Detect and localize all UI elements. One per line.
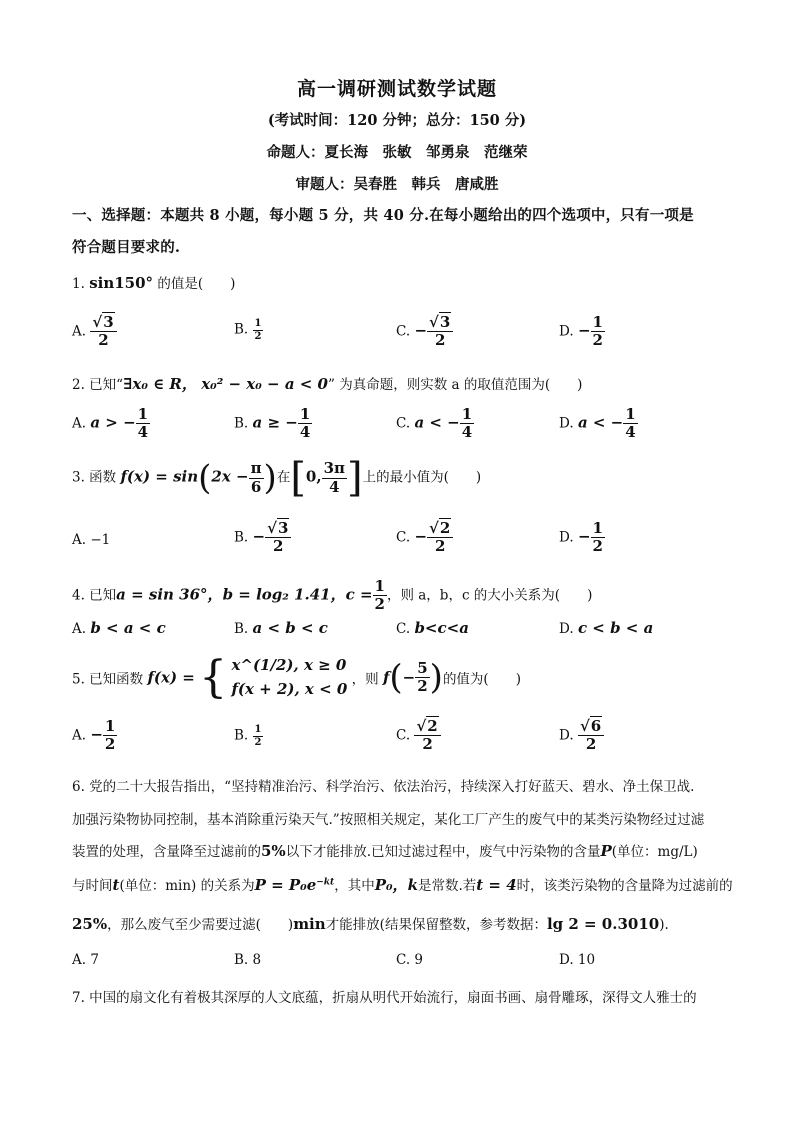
q5-func: f(x) = — [147, 668, 195, 687]
q4-number: 4. 已知 — [72, 587, 117, 604]
q6-line-4 — [72, 874, 733, 895]
page-title: 高一调研测试数学试题 — [296, 78, 497, 100]
minus-sign: − — [577, 527, 591, 546]
option-label: B. — [234, 415, 249, 432]
radicand: 2 — [439, 519, 451, 537]
reviewers-line: 审题人：吴春胜 韩兵 唐咸胜 — [295, 176, 499, 193]
q4-text: ，则 a，b，c 的大小关系为( ) — [386, 587, 593, 604]
paren-open: ( — [198, 458, 212, 498]
minus-sign: − — [414, 527, 428, 546]
sqrt-sign: √ — [267, 519, 277, 537]
q2-inequality: x₀² − x₀ − a < 0 — [201, 375, 328, 393]
q2-condition: ∃x₀ ∈ R， — [123, 375, 197, 393]
option-expr: b<c<a — [414, 619, 469, 637]
q6-var: P — [600, 842, 612, 860]
paren-open: ( — [389, 657, 403, 698]
question-1 — [72, 272, 235, 292]
q3-number: 3. 函数 — [72, 469, 117, 486]
q3-option-c — [396, 520, 453, 556]
option-label: C. — [396, 415, 411, 432]
numerator: 1 — [592, 313, 603, 331]
denominator: 2 — [374, 595, 385, 614]
q2-option-c — [396, 406, 474, 442]
option-expr: a ≥ − — [252, 413, 298, 432]
section-heading-cont: 符合题目要求的. — [72, 239, 181, 256]
q6-var: P₀， — [374, 876, 408, 894]
q4-option-c — [396, 619, 469, 637]
fraction — [591, 314, 605, 350]
bracket-close: ] — [347, 455, 363, 501]
piecewise-cases — [231, 654, 347, 701]
exam-time-info: (考试时间：120 分钟；总分：150 分) — [267, 112, 527, 129]
numerator: 1 — [299, 405, 311, 423]
radicand: 3 — [439, 313, 451, 331]
numerator: 1 — [374, 577, 385, 595]
denominator: 4 — [625, 423, 636, 442]
q6-line-5 — [72, 913, 669, 933]
q6-text: ). — [659, 917, 669, 933]
question-5 — [72, 652, 521, 703]
numerator: 1 — [137, 405, 149, 423]
denominator: 2 — [98, 331, 109, 350]
option-label: C. — [396, 323, 411, 340]
question-4 — [72, 578, 592, 614]
q6-text: 以下才能排放.已知过滤过程中，废气中污染物的含量 — [285, 844, 601, 860]
q4-option-d — [559, 619, 653, 637]
denominator: 2 — [254, 736, 262, 748]
q3-tail: 上的最小值为( ) — [362, 469, 482, 486]
q4-option-a — [72, 619, 166, 637]
paren-close: ) — [429, 657, 443, 698]
q6-text: 是常数.若 — [417, 878, 477, 894]
fraction — [623, 406, 637, 442]
fraction — [136, 406, 150, 442]
fraction — [427, 520, 453, 556]
q5-option-a — [72, 718, 117, 754]
q6-option-c: C. 9 — [396, 952, 424, 968]
denominator: 2 — [592, 331, 603, 350]
fraction — [373, 578, 387, 614]
q6-exponent: −kt — [316, 877, 335, 888]
radicand: 3 — [103, 313, 114, 331]
sqrt-sign: √ — [429, 519, 439, 537]
numerator: 1 — [104, 717, 116, 735]
option-expr: a < − — [414, 413, 460, 432]
q6-text: (单位：mg/L) — [611, 844, 698, 860]
minus-sign: − — [414, 321, 428, 340]
q4-option-b — [234, 619, 328, 637]
denominator: 2 — [104, 735, 116, 754]
case-2: f(x + 2), x < 0 — [231, 679, 348, 698]
q1-option-c — [396, 314, 453, 350]
fraction — [298, 406, 312, 442]
q6-option-a: A. 7 — [72, 952, 99, 968]
denominator: 4 — [299, 423, 311, 442]
case-1: x^(1/2), x ≥ 0 — [231, 656, 347, 675]
q6-line-3 — [72, 840, 698, 860]
q5-option-c — [396, 718, 441, 754]
minus-sign: − — [90, 725, 103, 744]
q7-line-1: 7. 中国的扇文化有着极其深厚的人文底蕴，折扇从明代开始流行，扇面书画、扇骨雕琢，深得文人雅士的 — [72, 990, 697, 1006]
q2-number: 2. 已知“ — [72, 377, 124, 393]
q3-mid: 在 — [276, 469, 291, 486]
minus-sign: − — [252, 527, 266, 546]
option-label: A. — [72, 727, 87, 744]
radicand: 2 — [427, 717, 438, 735]
q2-text: ” 为真命题，则实数 a 的取值范围为( ) — [328, 377, 583, 393]
question-2 — [72, 373, 582, 394]
interval-start: 0, — [305, 467, 322, 486]
denominator: 6 — [250, 477, 262, 496]
option-label: A. — [72, 415, 87, 432]
numerator: 1 — [254, 724, 262, 735]
fraction — [460, 406, 474, 442]
denominator: 2 — [585, 735, 597, 754]
sqrt-sign: √ — [416, 717, 427, 735]
denominator: 4 — [137, 423, 149, 442]
q6-text: 时，该类污染物的含量降为过滤前的 — [516, 878, 733, 894]
option-label: A. — [72, 621, 87, 637]
numerator: π — [250, 459, 262, 478]
denominator: 2 — [434, 537, 446, 556]
question-3 — [72, 455, 481, 501]
option-label: D. — [559, 727, 574, 744]
q6-text: ，其中 — [334, 878, 375, 894]
denominator: 2 — [592, 537, 603, 556]
option-label: D. — [559, 621, 574, 637]
denominator: 2 — [422, 735, 433, 754]
option-label: B. — [234, 321, 249, 338]
option-expr: a < b < c — [252, 619, 328, 637]
numerator: 1 — [592, 519, 603, 537]
q5-f-label: f — [382, 668, 390, 687]
option-expr: b < a < c — [90, 619, 166, 637]
q2-option-b — [234, 406, 312, 442]
denominator: 2 — [434, 331, 446, 350]
fraction — [427, 314, 453, 350]
q3-function: f(x) = sin — [120, 467, 199, 486]
option-label: C. — [396, 727, 411, 744]
q4-b: b = log₂ 1.41， — [222, 585, 346, 604]
sqrt-sign: √ — [92, 313, 103, 331]
option-label: D. — [559, 323, 574, 340]
q6-ref: lg 2 = 0.3010 — [546, 915, 660, 933]
option-expr: a > − — [90, 413, 136, 432]
q5-text1: ，则 — [351, 671, 379, 688]
q5-option-b — [234, 724, 263, 748]
q6-line-1: 6. 党的二十大报告指出，“坚持精准治污、科学治污、依法治污，持续深入打好蓝天、碧水、净土保卫战. — [72, 779, 695, 795]
numerator: 1 — [254, 318, 262, 329]
q6-unit: min — [293, 915, 326, 933]
denominator: 2 — [417, 677, 428, 695]
q1-option-b — [234, 318, 263, 342]
q2-option-a — [72, 406, 150, 442]
fraction — [103, 718, 117, 754]
fraction — [265, 520, 291, 556]
q6-text: (单位：min) 的关系为 — [119, 878, 255, 894]
q6-var: k — [407, 876, 418, 894]
fraction — [253, 724, 264, 748]
q5-number: 5. 已知函数 — [72, 671, 144, 688]
q1-option-d — [559, 314, 605, 350]
q5-text2: 的值为( ) — [442, 671, 521, 688]
section-heading: 一、选择题：本题共 8 小题，每小题 5 分，共 40 分.在每小题给出的四个选项中，只有一项是 — [72, 207, 694, 224]
radicand: 6 — [590, 717, 602, 735]
option-label: C. — [396, 529, 411, 546]
fraction — [249, 460, 264, 496]
brace: { — [199, 652, 228, 703]
option-label: B. — [234, 621, 249, 637]
q6-text: 装置的处理，含量降至过滤前的 — [72, 844, 261, 860]
denominator: 2 — [273, 537, 284, 556]
option-label: B. — [234, 529, 249, 546]
fraction — [90, 314, 116, 350]
q3-option-b — [234, 520, 291, 556]
q1-option-a — [72, 314, 117, 350]
option-label: D. — [559, 415, 574, 432]
numerator: 1 — [461, 405, 473, 423]
q6-text: ，那么废气至少需要过滤( ) — [107, 917, 294, 933]
option-label: B. — [234, 727, 249, 744]
fraction — [591, 520, 605, 556]
q6-option-d: D. 10 — [559, 952, 596, 968]
q4-c: c = — [345, 585, 373, 604]
denominator: 4 — [329, 477, 340, 496]
fraction — [322, 460, 347, 496]
q1-number: 1. — [72, 276, 85, 292]
fraction — [415, 660, 429, 696]
authors-line: 命题人：夏长海 张敏 邹勇泉 范继荣 — [266, 144, 528, 161]
radicand: 3 — [277, 519, 289, 537]
denominator: 2 — [254, 330, 262, 342]
fraction — [414, 718, 440, 754]
q6-option-b: B. 8 — [234, 952, 262, 968]
option-label: D. — [559, 529, 574, 546]
numerator: 5 — [417, 658, 428, 677]
fraction — [253, 318, 264, 342]
q2-option-d — [559, 406, 638, 442]
numerator: 1 — [625, 405, 636, 423]
q6-text: 才能排放(结果保留整数，参考数据： — [325, 917, 547, 933]
option-expr: c < b < a — [577, 619, 654, 637]
q6-text: 与时间 — [72, 878, 113, 894]
q6-line-2: 加强污染物协同控制，基本消除重污染天气.”按照相关规定，某化工厂产生的废气中的某类污染物经过过滤 — [72, 812, 705, 828]
minus-sign: − — [577, 321, 591, 340]
q6-formula: t = 4 — [476, 876, 517, 894]
bracket-open: [ — [290, 455, 306, 501]
q1-text: 的值是( ) — [157, 276, 236, 292]
sqrt-sign: √ — [429, 313, 439, 331]
option-label: A. — [72, 323, 87, 340]
q1-expr: sin150° — [89, 274, 154, 292]
q6-var: t — [112, 876, 120, 894]
option-label: C. — [396, 621, 411, 637]
q3-arg: 2x − — [211, 467, 249, 486]
option-expr: a < − — [577, 413, 624, 432]
sqrt-sign: √ — [579, 717, 590, 735]
q6-percent: 5% — [261, 842, 286, 860]
q3-option-a: A. −1 — [72, 532, 111, 548]
q5-option-d — [559, 718, 604, 754]
fraction — [578, 718, 604, 754]
numerator: 3π — [323, 459, 346, 478]
q6-formula: P = P₀e — [254, 876, 317, 894]
denominator: 4 — [461, 423, 473, 442]
minus-sign: − — [402, 668, 416, 687]
paren-close: ) — [263, 458, 277, 498]
q6-percent: 25% — [72, 915, 108, 933]
q3-option-d — [559, 520, 605, 556]
q4-a: a = sin 36°， — [116, 585, 223, 604]
